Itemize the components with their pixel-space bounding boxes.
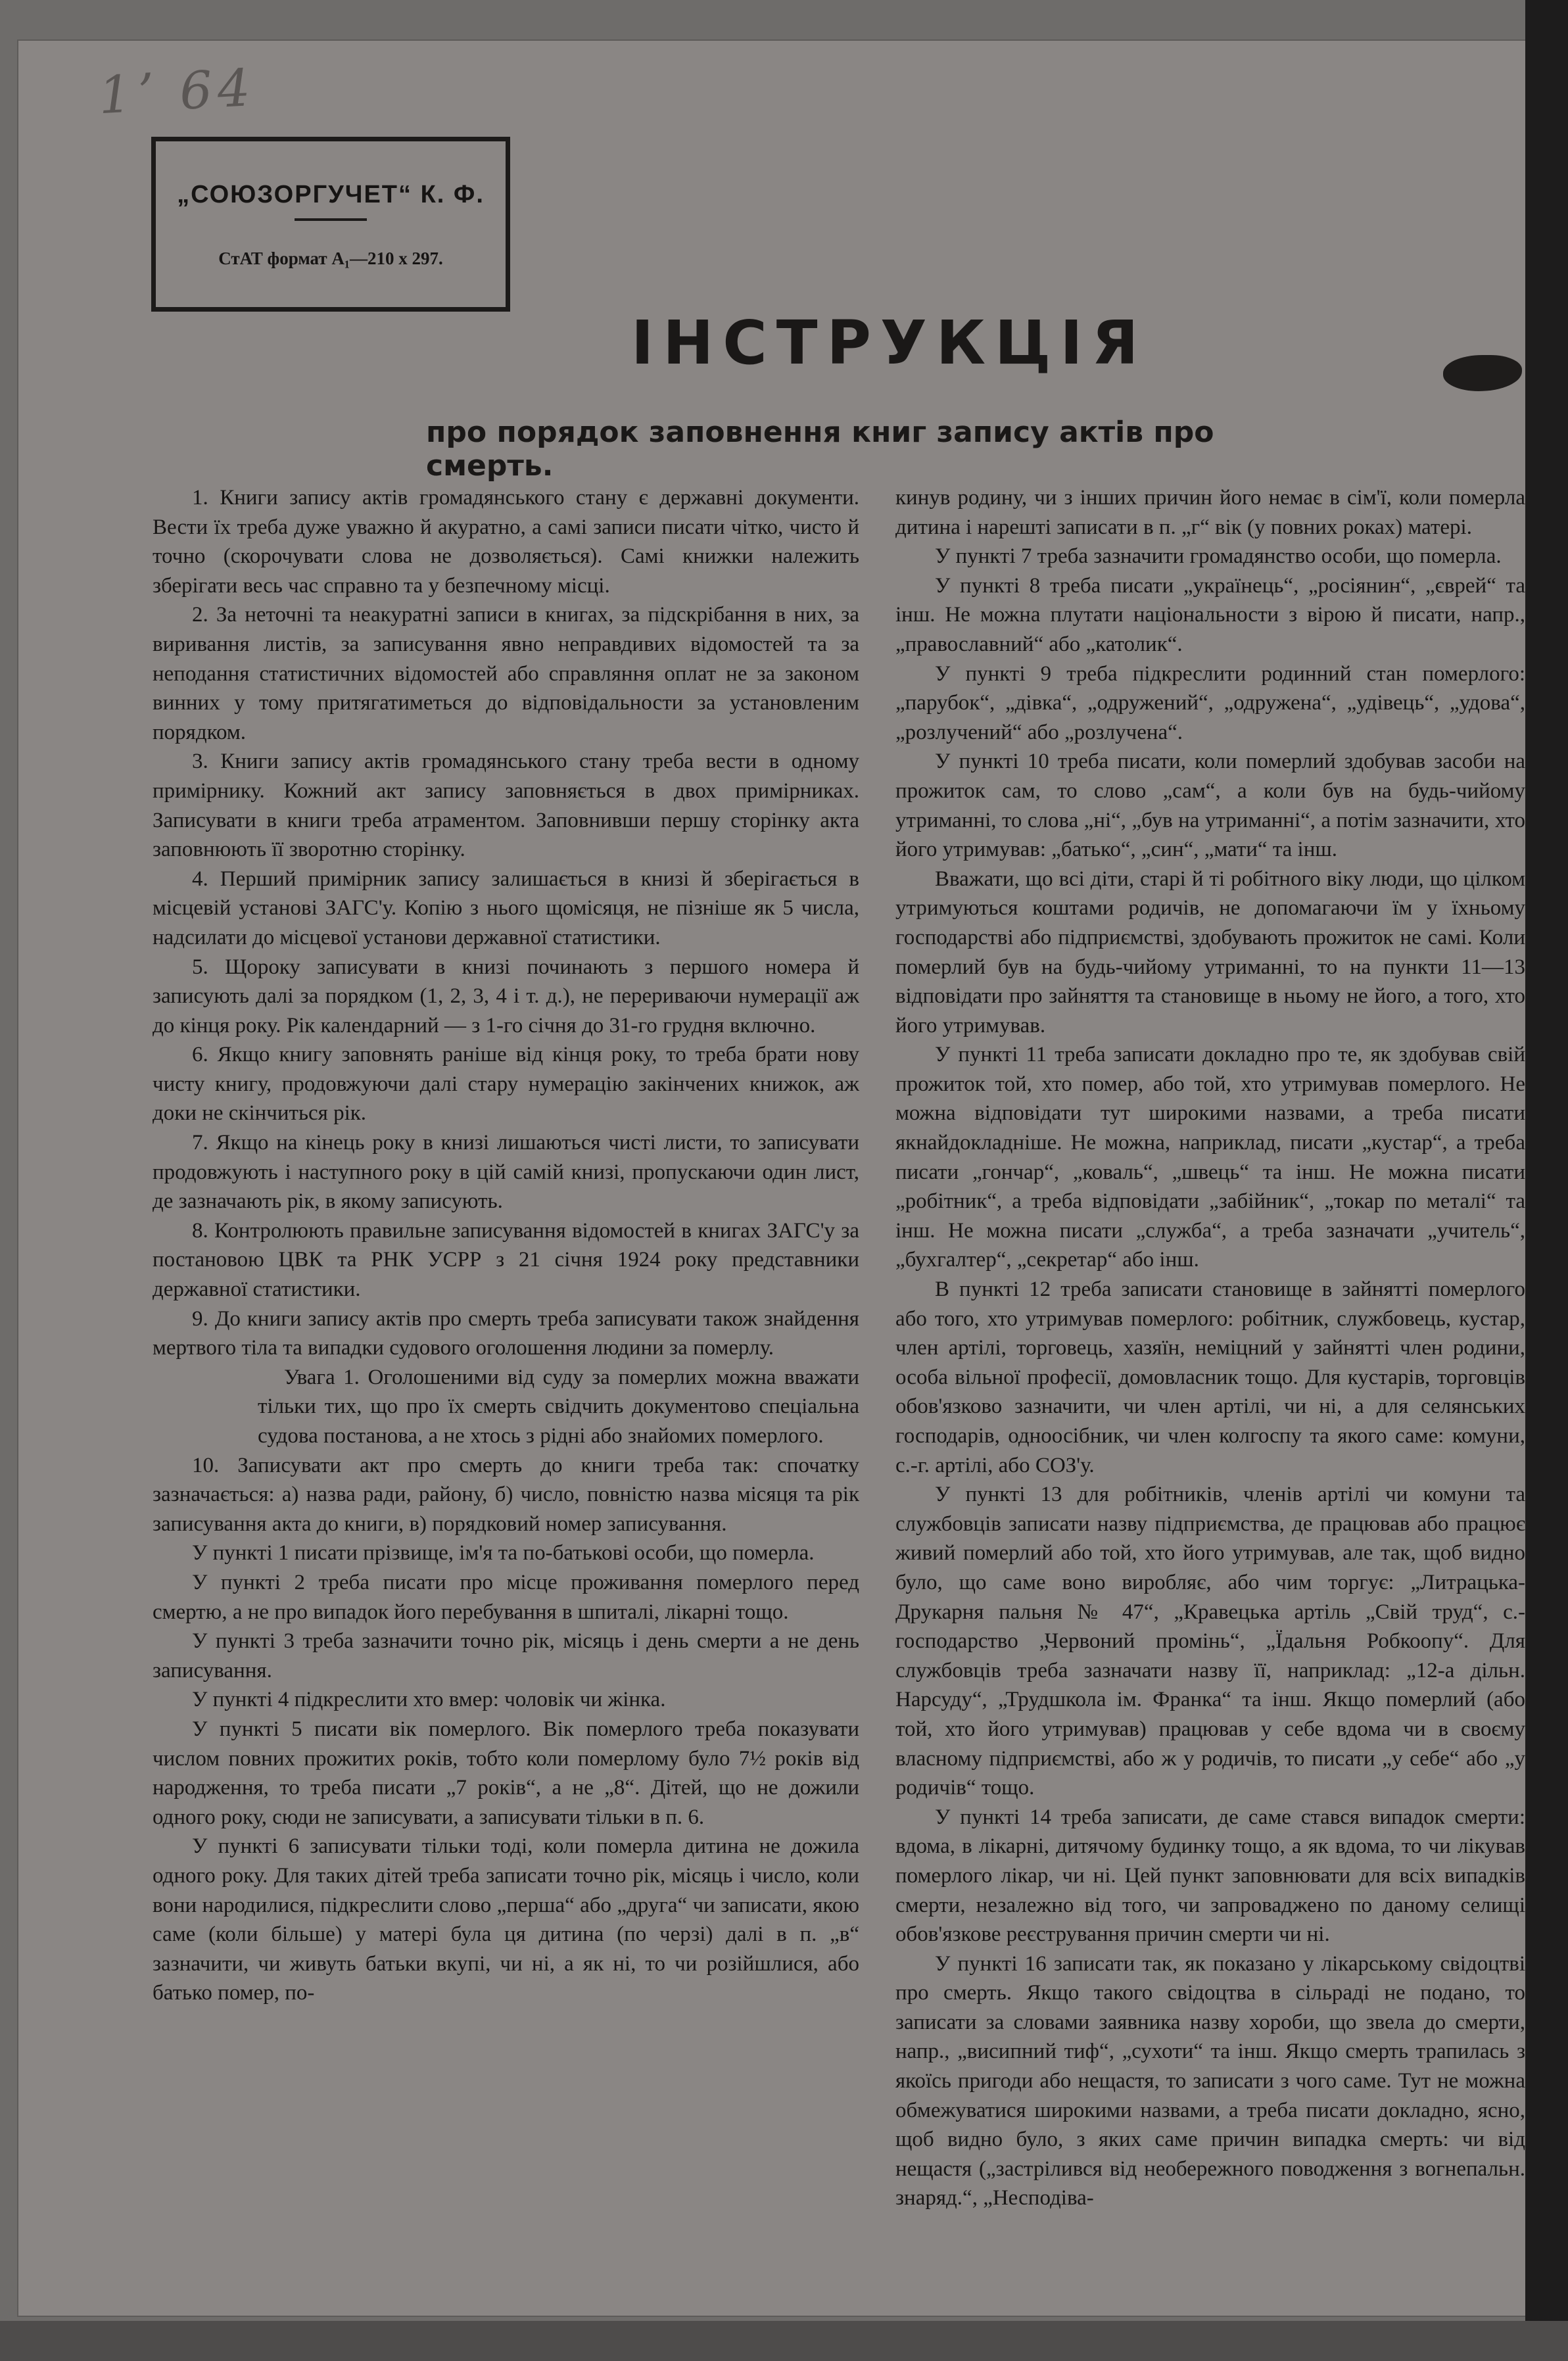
paragraph: Вважати, що всі діти, старі й ті робітного віку люди, що цілком утримуються коштами родичів, не допомагаючи їм у їхньому господарстві або підприємстві, здобувають прожиток не самі. Коли померлий був на будь-чийому утриманні, то на пункти 11—13 відповідати про зайняття та становище в ньому не його, а того, хто його утримував. [895, 867, 1525, 1037]
stamp-format: СтАТ формат A₁—210 x 297. [218, 249, 443, 268]
left-column [153, 483, 859, 2008]
paragraph: 3. Книги запису актів громадянського стану треба вести в одному примірнику. Кожний акт запису заповняється в двох примірниках. Записувати в книги треба атраментом. Заповнивши першу сторінку акта заповнюють її зворотню сторінку. [153, 750, 859, 862]
paragraph: У пункті 1 писати прізвище, ім'я та по-батькові особи, що померла. [192, 1541, 815, 1565]
paragraph: 8. Контролюють правильне записування відомостей в книгах ЗАГС'у за постановою ЦВК та РНК УСРР з 21 січня 1924 року представники державної статистики. [153, 1218, 859, 1302]
right-column [895, 483, 1525, 2311]
paragraph: У пункті 16 записати так, як показано у лікарському свідоцтві про смерть. Якщо такого свідоцтва в сільраді не подано, то записати за словами заявника назву хороби, що звела до смерти, напр., „висипний тиф“, „сухоти“ та інш. Якщо смерть трапилась з якоїсь пригоди або нещастя, то записати з чого саме. Тут не можна обмежуватися широкими назвами, а треба писати докладно, ясно, щоб видно було, з яких саме причин випадка смерть: чи від нещастя („застрілився від необережного поводження з вогнепальн. знаряд.“, „Несподіва- [895, 1951, 1525, 2210]
document-title: ІНСТРУКЦІЯ [631, 308, 1148, 378]
publisher-stamp [151, 137, 510, 312]
paragraph: У пункті 13 для робітників, членів артілі чи комуни та службовців записати назву підприємства, де працював або працює живий померлий або той, хто його утримував, але так, щоб видно було, що саме воно виробляє, або чим торгує: „Литрацька-Друкарня пальня № 47“, „Кравецька артіль „Свій труд“, с.-господарство „Червоний промінь“, „Їдальня Робкоопу“. Для службовців треба зазначати назву її, наприклад: „12-а дільн. Нарсуду“, „Трудшкола ім. Франка“ та інш. Якщо померлий (або той, хто його утримував) працював у себе вдома чи в своєму власному підприємстві, або ж у родичів, то писати „у себе“ або „у родичів“ тощо. [895, 1483, 1525, 1800]
scan-border [1525, 0, 1568, 2361]
paragraph: 5. Щороку записувати в книзі починають з першого номера й записують далі за порядком (1, 2, 3, 4 і т. д.), не перериваючи нумерації аж до кінця року. Рік календарний — з 1-го січня до 31-го грудня включно. [153, 955, 859, 1037]
paragraph: У пункті 11 треба записати докладно про те, як здобував свій прожиток той, хто помер, або той, хто утримував померлого. Не можна відповідати тут широкими назвами, а треба писати якнайдокладніше. Не можна, наприклад, писати „кустар“, а треба писати „гончар“, „коваль“, „швець“ та інш. Не можна писати „робітник“, а треба відповідати „забійник“, „токар по металі“ та інш. Не можна писати „служба“, а треба зазначати „учитель“, „бухгалтер“, „секретар“ або інш. [895, 1043, 1525, 1272]
paragraph: 2. За неточні та неакуратні записи в книгах, за підскрібання в них, за виривання листів, за записування явно неправдивих відомостей та за неподання статистичних відомостей або справляння оплат не за законом винних у тому притягатиметься до відповідальности за установленим порядком. [153, 603, 859, 744]
paragraph: У пункті 2 треба писати про місце проживання померлого перед смертю, а не про випадок його перебування в шпиталі, лікарні тощо. [153, 1570, 859, 1624]
stamp-organization: „СОЮЗОРГУЧЕТ“ К. Ф. [177, 181, 485, 208]
handwritten-number: 1ʼ 64 [97, 58, 257, 126]
paragraph: У пункті 6 записувати тільки тоді, коли померла дитина не дожила одного року. Для таких дітей треба записати точно рік, місяць і число, коли вони народилися, підкреслити слово „перша“ або „друга“ чи записати, якою саме (коли більше) у матері була ця дитина (по черзі) далі в п. „в“ зазначити, чи живуть батьки вкупі, чи ні, а як ні, то чи розійшлися, або батько помер, по- [153, 1834, 859, 2005]
paragraph: У пункті 7 треба зазначити громадянство особи, що померла. [935, 544, 1502, 569]
note-paragraph: Увага 1. Оголошеними від суду за померлих можна вважати тільки тих, що про їх смерть свідчить документово спеціальна судова постанова, а не хтось з рідні або знайомих померлого. [258, 1365, 859, 1448]
document-subtitle: про порядок заповнення книг запису актів про смерть. [426, 416, 1214, 483]
paragraph: У пункті 8 треба писати „українець“, „росіянин“, „єврей“ та інш. Не можна плутати національности з вірою й писати, напр., „православний“ або „католик“. [895, 573, 1525, 656]
paragraph: У пункті 3 треба зазначити точно рік, місяць і день смерти а не день записування. [153, 1629, 859, 1682]
paragraph: У пункті 4 підкреслити хто вмер: чоловік чи жінка. [192, 1688, 666, 1712]
paragraph: 4. Перший примірник запису залишається в книзі й зберігається в місцевій установі ЗАГС'у. Копію з нього щомісяця, не пізніше як 5 числа, надсилати до місцевої установи державної статистики. [153, 867, 859, 949]
paragraph: 10. Записувати акт про смерть до книги треба так: спочатку зазначається: а) назва ради, району, б) число, повністю назва місяця та рік записування акта до книги, в) порядковий номер записування. [153, 1453, 859, 1536]
paragraph: 7. Якщо на кінець року в книзі лишаються чисті листи, то записувати продовжують і наступного року в цій самій книзі, пропускаючи один лист, де зазначають рік, в якому записують. [153, 1131, 859, 1214]
paragraph: 9. До книги запису актів про смерть треба записувати також знайдення мертвого тіла та випадки судового оголошення людини за померлу. [153, 1306, 859, 1360]
paragraph: У пункті 9 треба підкреслити родинний стан померлого: „парубок“, „дівка“, „одружений“, „одружена“, „удівець“, „удова“, „розлучений“ або „розлучена“. [895, 661, 1525, 744]
paragraph: 6. Якщо книгу заповнять раніше від кінця року, то треба брати нову чисту книгу, продовжуючи далі стару нумерацію закінчених книжок, аж доки не скінчиться рік. [153, 1043, 859, 1126]
paragraph: 1. Книги запису актів громадянського стану є державні документи. Вести їх треба дуже уважно й акуратно, а самі записи писати чітко, чисто й точно (скорочувати слова не дозволяється). Самі книжки належить зберігати весь час справно та у безпечному місці. [153, 486, 859, 598]
paragraph: В пункті 12 треба записати становище в зайнятті померлого або того, хто утримував померлого: робітник, службовець, кустар, член артілі, торговець, хазяїн, неміцний у зайнятті член родини, особа вільної професії, домовласник тощо. Для кустарів, торговців обов'язково зазначити, чи член артілі, чи ні, а для селянських господарів, одноосібник, чи член колгоспу та якого саме: комуни, с.-г. артілі, або СОЗ'у. [895, 1277, 1525, 1477]
paragraph: У пункті 10 треба писати, коли померлий здобував засоби на прожиток сам, то слово „сам“, а коли був на будь-чийому утриманні, то слова „ні“, „був на утриманні“, а потім зазначити, хто його утримував: „батько“, „син“, „мати“ та інш. [895, 750, 1525, 862]
stamp-divider [295, 218, 367, 221]
scan-border-bottom [0, 2321, 1568, 2361]
paragraph: У пункті 5 писати вік померлого. Вік померлого треба показувати числом повних прожитих років, тобто коли померлому було 7½ років від народження, то треба писати „7 років“, а не „8“. Дітей, що не дожили одного року, сюди не записувати, а записувати тільки в п. 6. [153, 1717, 859, 1829]
paragraph: У пункті 14 треба записати, де саме стався випадок смерти: вдома, в лікарні, дитячому будинку тощо, а як вдома, то чи лікував померлого лікар, чи ні. Цей пункт заповнювати для всіх випадків смерти, незалежно від того, чи запроваджено по даному селищі обов'язкове реєстрування причин смерти чи ні. [895, 1805, 1525, 1947]
paragraph: кинув родину, чи з інших причин його немає в сім'ї, коли померла дитина і нарешті записати в п. „г“ вік (у повних роках) матері. [895, 486, 1525, 539]
